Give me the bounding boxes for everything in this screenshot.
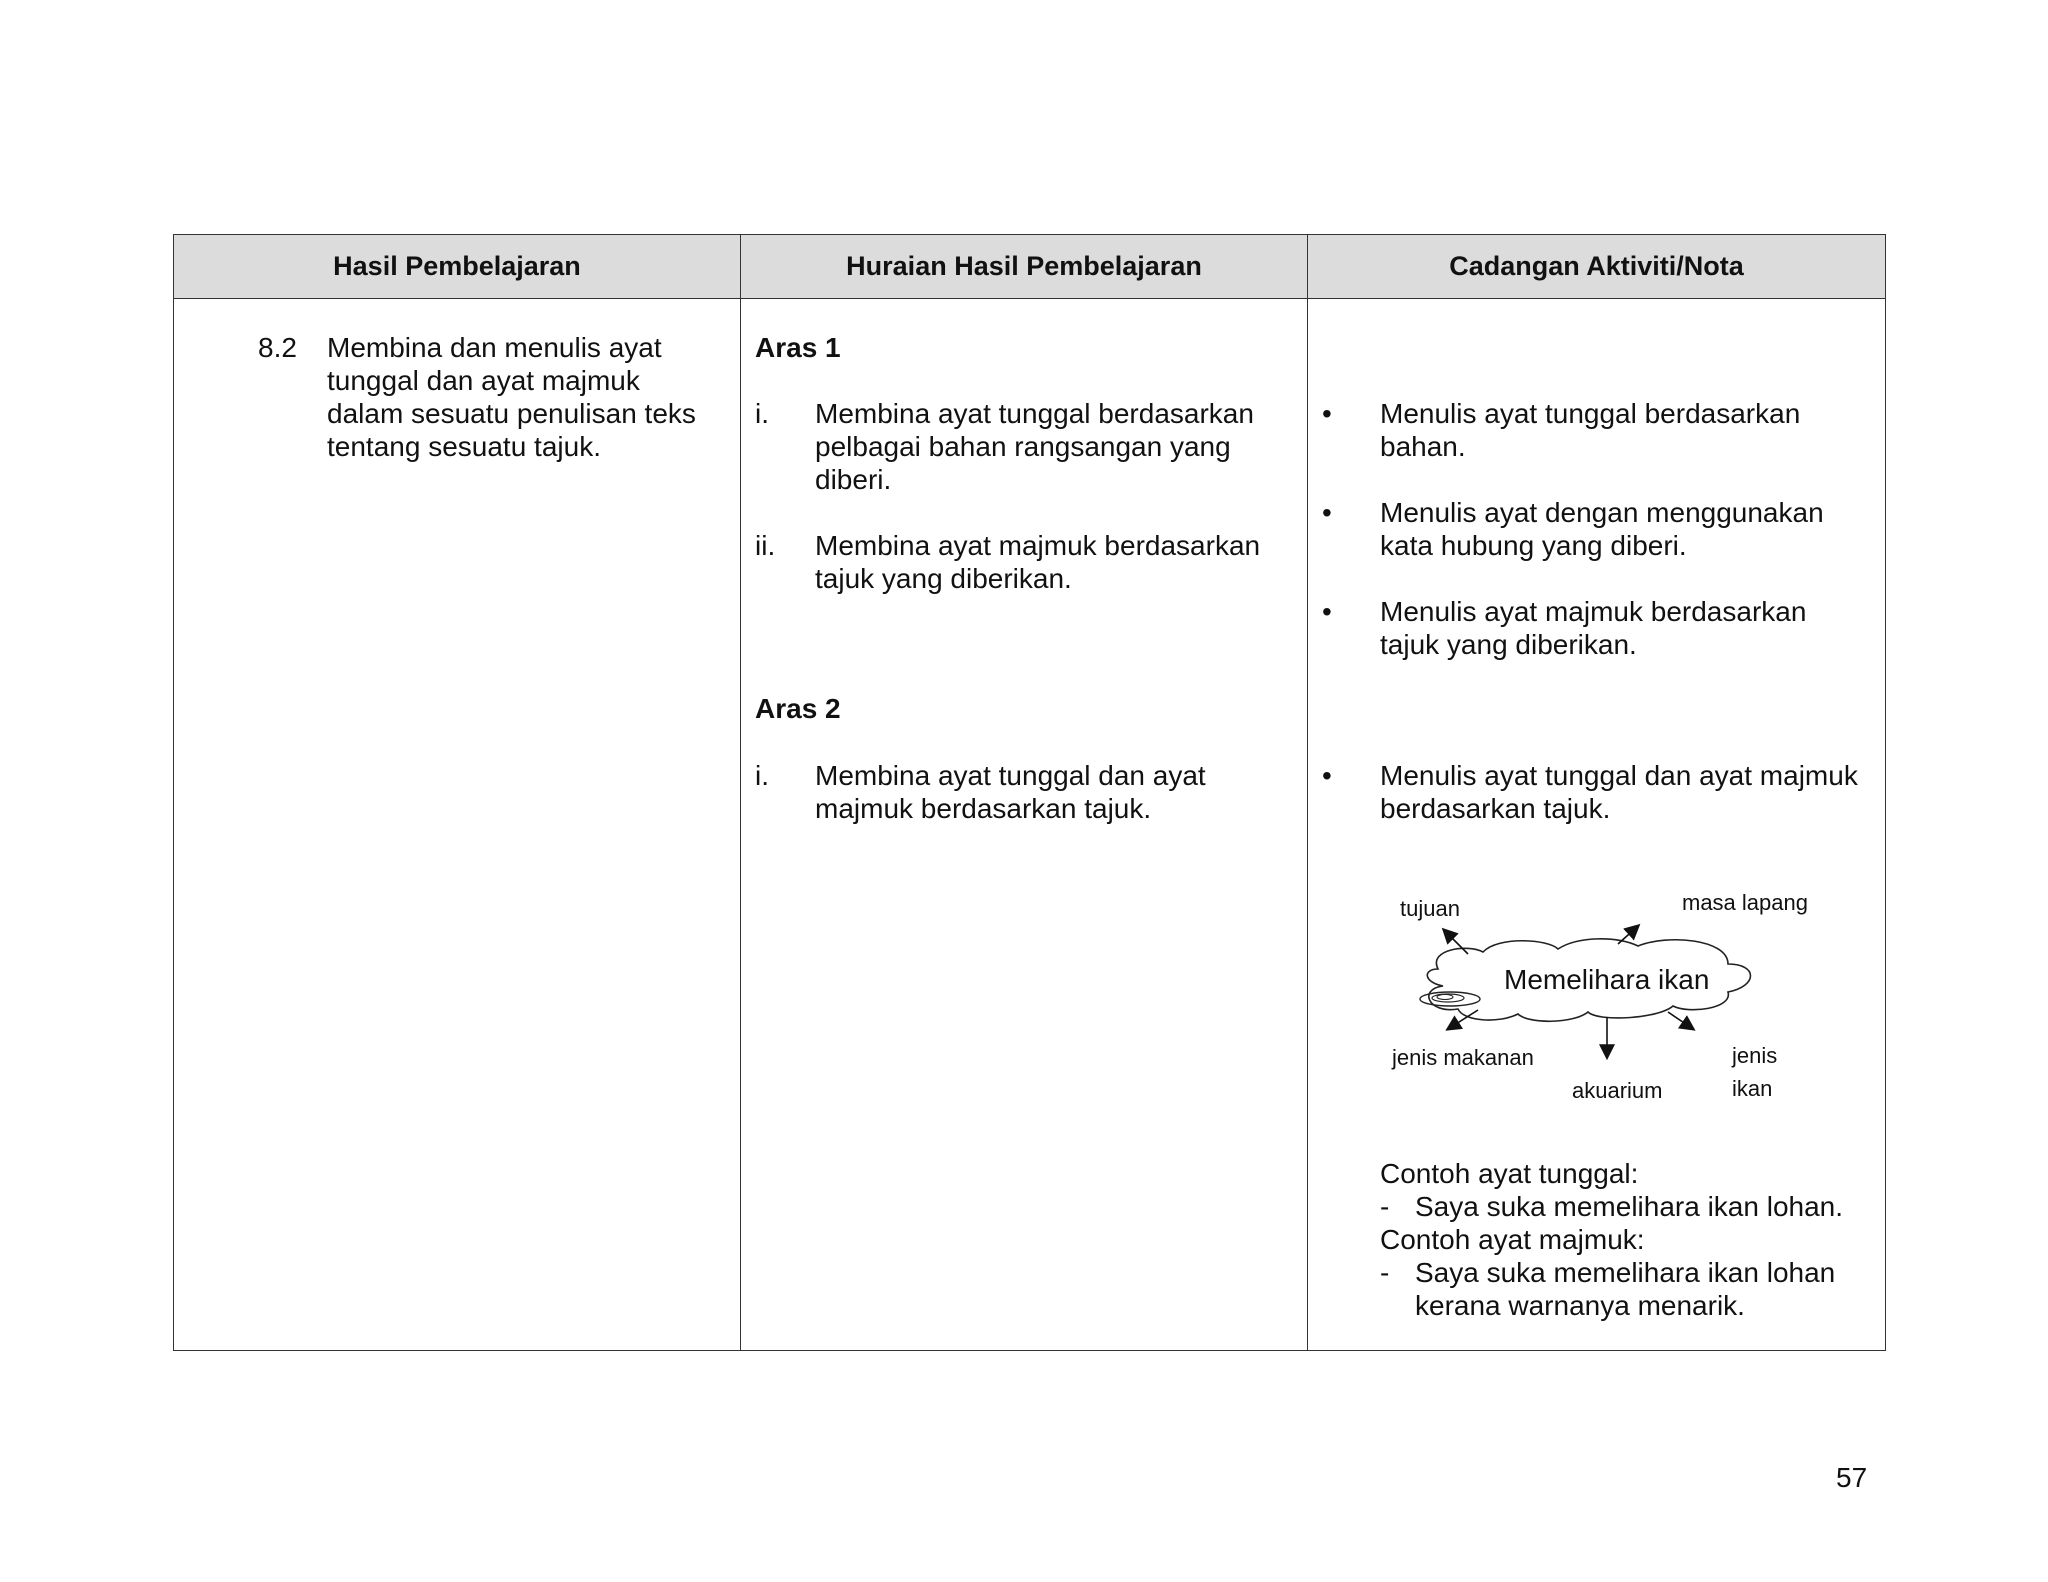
list-item [815, 529, 1260, 595]
table-row [174, 299, 1886, 1351]
bullet-line: kata hubung yang diberi. [1380, 530, 1687, 561]
item-line: Membina ayat tunggal berdasarkan [815, 398, 1254, 429]
dash-marker: - [1380, 1191, 1390, 1222]
compound-sentence-example [1380, 1256, 1880, 1322]
outcome-number: 8.2 [258, 332, 297, 363]
bullet-line: tajuk yang diberikan. [1380, 629, 1637, 660]
outcome-cell [174, 299, 741, 1351]
bullet-icon: • [1322, 596, 1332, 627]
item-line: majmuk berdasarkan tajuk. [815, 793, 1152, 824]
outcome-line: Membina dan menulis ayat [327, 332, 662, 363]
mindmap-diagram [1348, 874, 1818, 1114]
bullet-icon: • [1322, 497, 1332, 528]
single-sentence-label: Contoh ayat tunggal: [1380, 1158, 1639, 1189]
outcome-line: dalam sesuatu penulisan teks [327, 398, 696, 429]
arrow-masa-lapang [1618, 926, 1638, 944]
activities-cell [1308, 299, 1886, 1351]
header-activity-suggestions: Cadangan Aktiviti/Nota [1308, 235, 1886, 299]
item-marker: i. [755, 760, 769, 791]
description-cell [741, 299, 1308, 1351]
level2-heading: Aras 2 [755, 693, 841, 724]
item-line: tajuk yang diberikan. [815, 563, 1072, 594]
bullet-line: Menulis ayat majmuk berdasarkan [1380, 596, 1807, 627]
single-sentence-example [1380, 1190, 1880, 1223]
item-line: diberi. [815, 464, 892, 495]
example-text: Saya suka memelihara ikan lohan. [1415, 1191, 1844, 1222]
example-line: kerana warnanya menarik. [1415, 1290, 1745, 1321]
branch-label: jenis ikan [1732, 1043, 1778, 1101]
mindmap-center-label: Memelihara ikan [1504, 964, 1710, 995]
outcome-text [327, 331, 696, 463]
outcome-line: tentang sesuatu tajuk. [327, 431, 601, 462]
item-marker: ii. [755, 530, 776, 561]
bullet-line: Menulis ayat dengan menggunakan [1380, 497, 1824, 528]
outcome-line: tunggal dan ayat majmuk [327, 365, 640, 396]
activity-bullet [1380, 496, 1824, 562]
bullet-line: Menulis ayat tunggal berdasarkan [1380, 398, 1801, 429]
bullet-icon: • [1322, 760, 1332, 791]
bullet-line: bahan. [1380, 431, 1466, 462]
branch-label: masa lapang [1682, 890, 1808, 915]
compound-sentence-label: Contoh ayat majmuk: [1380, 1224, 1645, 1255]
item-line: Membina ayat majmuk berdasarkan [815, 530, 1261, 561]
example-line: Saya suka memelihara ikan lohan [1415, 1257, 1836, 1288]
item-line: pelbagai bahan rangsangan yang [815, 431, 1231, 462]
activity-bullet [1380, 759, 1858, 825]
header-learning-outcome: Hasil Pembelajaran [174, 235, 741, 299]
dash-marker: - [1380, 1257, 1390, 1288]
branch-label: jenis makanan [1392, 1045, 1534, 1070]
examples-block [1380, 1157, 1880, 1322]
list-item [815, 397, 1254, 496]
item-line: Membina ayat tunggal dan ayat [815, 760, 1206, 791]
bullet-line: Menulis ayat tunggal dan ayat majmuk [1380, 760, 1858, 791]
example-text [1415, 1256, 1835, 1322]
page-number: 57 [1836, 1462, 1868, 1493]
header-outcome-description: Huraian Hasil Pembelajaran [741, 235, 1308, 299]
arrow-jenis-ikan [1668, 1012, 1693, 1029]
bullet-icon: • [1322, 398, 1332, 429]
branch-label: tujuan [1400, 896, 1460, 921]
table-header-row [174, 235, 1886, 299]
list-item [815, 759, 1206, 825]
bullet-line: berdasarkan tajuk. [1380, 793, 1611, 824]
level1-heading: Aras 1 [755, 332, 841, 363]
activity-bullet [1380, 595, 1806, 661]
branch-label: akuarium [1572, 1078, 1663, 1103]
learning-outcomes-table [173, 234, 1886, 1351]
activity-bullet [1380, 397, 1800, 463]
item-marker: i. [755, 398, 769, 429]
